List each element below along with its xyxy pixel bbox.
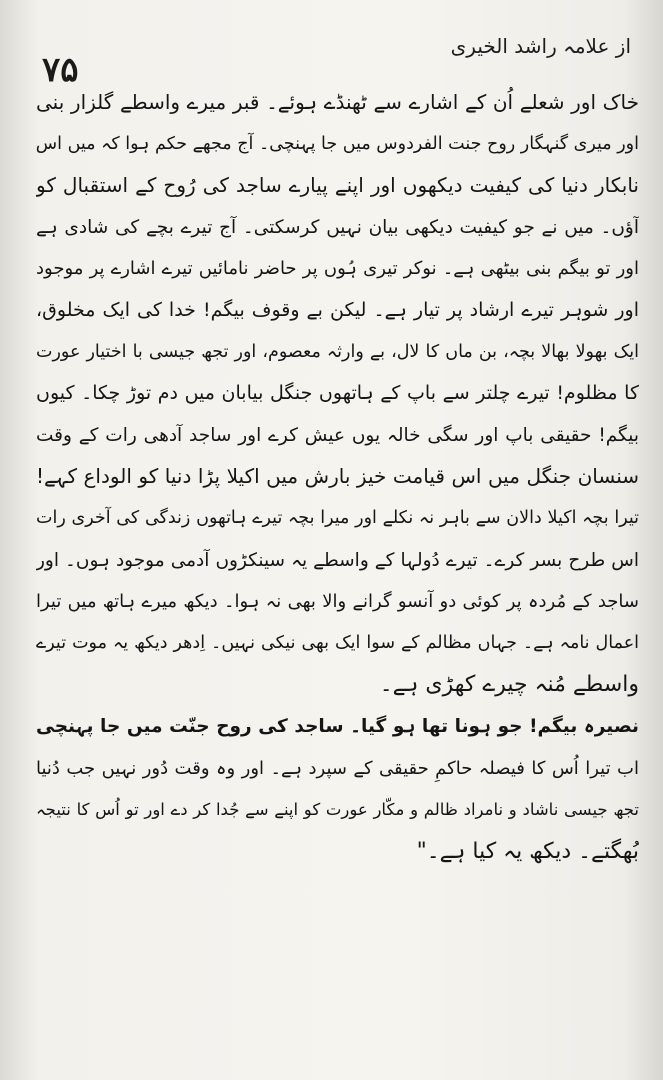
text-line: بُھگتے۔ دیکھ یہ کیا ہے۔" xyxy=(416,838,639,864)
body-text xyxy=(36,82,639,872)
text-line: کا مظلوم! تیرے چلتر سے باپ کے ہاتھوں جنگل بیابان میں دم توڑ چکا۔ کیوں xyxy=(36,382,639,405)
text-line: آؤں۔ میں نے جو کیفیت دیکھی بیان نہیں کرسکتی۔ آج تیرے بچے کی شادی ہے xyxy=(36,216,639,238)
page-header xyxy=(28,18,635,90)
text-line: اب تیرا اُس کا فیصلہ حاکمِ حقیقی کے سپرد ہے۔ اور وہ وقت دُور نہیں جب دُنیا xyxy=(36,757,639,779)
text-line: نابکار دنیا کی کیفیت دیکھوں اور اپنے پیارے ساجد کی رُوح کے استقبال کو xyxy=(36,173,639,198)
text-line: اور شوہر تیرے ارشاد پر تیار ہے۔ لیکن بے وقوف بیگم! خدا کی ایک مخلوق، xyxy=(36,298,639,321)
text-line: تجھ جیسی ناشاد و نامراد ظالم و مکّار عورت کو اپنے سے جُدا کر دے اور تو اُس کا نتیجہ xyxy=(36,800,639,820)
text-line: ایک بھولا بھالا بچہ، بن ماں کا لال، بے وارثہ معصوم، اور تجھ جیسی با اختیار عورت xyxy=(36,341,639,362)
text-line: اور میری گنہگار روح جنت الفردوس میں جا پہنچی۔ آج مجھے حکم ہوا کہ میں اس xyxy=(36,133,639,154)
text-line: واسطے مُنہ چیرے کھڑی ہے۔ xyxy=(379,672,639,698)
text-line: اعمال نامہ ہے۔ جہاں مظالم کے سوا ایک بھی نیکی نہیں۔ اِدھر دیکھ یہ موت تیرے xyxy=(36,632,639,653)
running-title: از علامہ راشد الخیری xyxy=(450,34,631,58)
text-line: سنسان جنگل میں اس قیامت خیز بارش میں اکیلا پڑا دنیا کو الوداع کہے! xyxy=(36,464,639,489)
text-line: نصیرہ بیگم! جو ہونا تھا ہو گیا۔ ساجد کی روح جنّت میں جا پہنچی xyxy=(36,715,639,737)
page-number: ۷۵ xyxy=(42,50,79,90)
text-line: بیگم! حقیقی باپ اور سگی خالہ یوں عیش کرے اور ساجد آدھی رات کے وقت xyxy=(36,424,639,446)
text-line: خاک اور شعلے اُن کے اشارے سے ٹھنڈے ہوئے۔ قبر میرے واسطے گلزار بنی xyxy=(36,90,639,114)
text-line: اور تو بیگم بنی بیٹھی ہے۔ نوکر تیری ہُوں پر حاضر نامائیں تیرے اشارے پر موجود xyxy=(36,258,639,280)
text-line: تیرا بچہ اکیلا دالان سے باہر نہ نکلے اور میرا بچہ تیرے ہاتھوں زندگی کی آخری رات xyxy=(36,507,639,528)
text-line: اس طرح بسر کرے۔ تیرے دُولہا کے واسطے یہ سینکڑوں آدمی موجود ہوں۔ اور xyxy=(36,549,639,571)
text-line: ساجد کے مُردہ پر کوئی دو آنسو گرانے والا بھی نہ ہوا۔ دیکھ میرے ہاتھ میں تیرا xyxy=(36,591,639,613)
